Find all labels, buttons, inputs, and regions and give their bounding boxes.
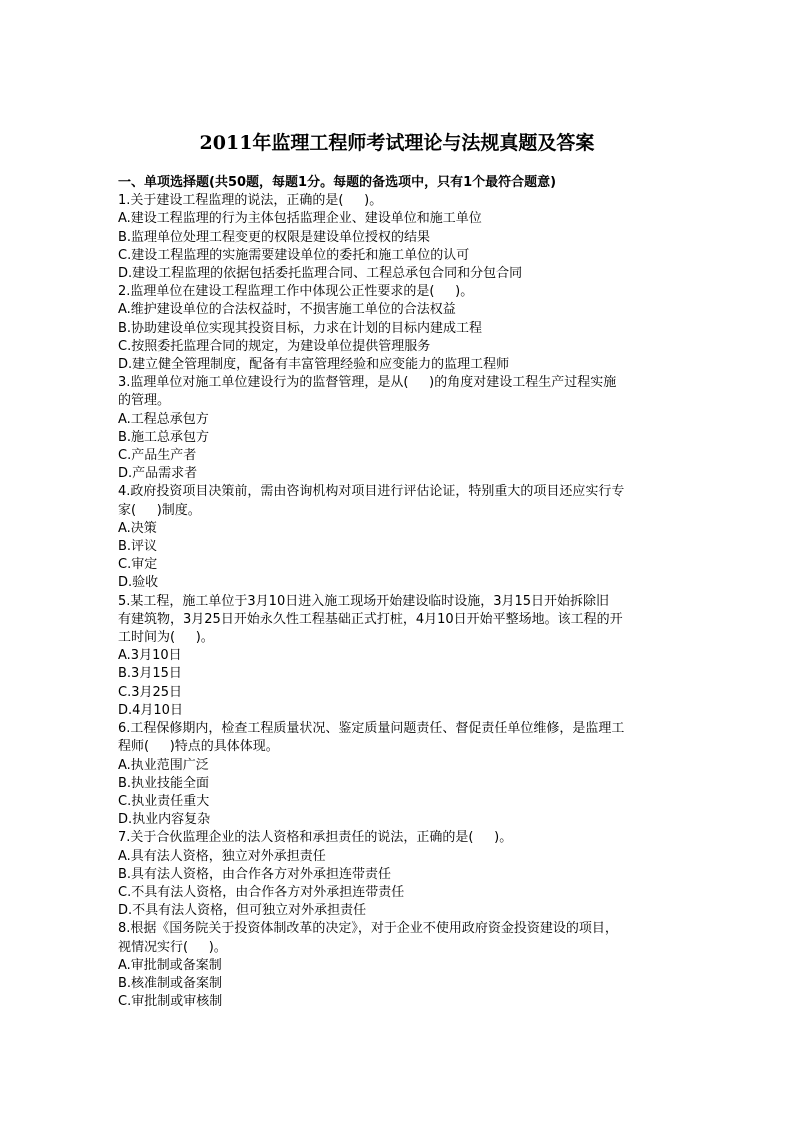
answer-option: A.3月10日 <box>118 648 182 664</box>
answer-option: A.具有法人资格，独立对外承担责任 <box>118 848 326 864</box>
question-stem-line: 3.监理单位对施工单位建设行为的监督管理，是从( )的角度对建设工程生产过程实施 <box>118 375 617 391</box>
document-title: 2011年监理工程师考试理论与法规真题及答案 <box>199 132 595 154</box>
answer-option: B.核准制或备案制 <box>118 975 223 991</box>
question-6 <box>118 720 678 829</box>
answer-option: A.建设工程监理的行为主体包括监理企业、建设单位和施工单位 <box>118 211 482 227</box>
answer-option: C.产品生产者 <box>118 448 197 464</box>
answer-option: B.协助建设单位实现其投资目标，力求在计划的目标内建成工程 <box>118 320 483 336</box>
answer-option: B.监理单位处理工程变更的权限是建设单位授权的结果 <box>118 229 431 245</box>
question-stem-line: 6.工程保修期内，检查工程质量状况、鉴定质量问题责任、督促责任单位维修，是监理工 <box>118 721 625 737</box>
question-5 <box>118 593 678 720</box>
question-stem-line: 有建筑物，3月25日开始永久性工程基础正式打桩，4月10日开始平整场地。该工程的开 <box>118 611 623 627</box>
question-stem-line: 2.监理单位在建设工程监理工作中体现公正性要求的是( )。 <box>118 284 474 300</box>
answer-option: C.3月25日 <box>118 684 183 700</box>
answer-option: A.工程总承包方 <box>118 411 209 427</box>
question-1 <box>118 192 678 283</box>
answer-option: D.4月10日 <box>118 702 183 718</box>
question-stem-line: 的管理。 <box>118 393 171 409</box>
answer-option: D.不具有法人资格，但可独立对外承担责任 <box>118 903 367 919</box>
answer-option: C.按照委托监理合同的规定，为建设单位提供管理服务 <box>118 338 431 354</box>
question-stem-line: 8.根据《国务院关于投资体制改革的决定》，对于企业不使用政府资金投资建设的项目， <box>118 921 618 937</box>
question-stem-line: 工时间为( )。 <box>118 630 214 646</box>
answer-option: B.具有法人资格，由合作各方对外承担连带责任 <box>118 866 392 882</box>
answer-option: B.执业技能全面 <box>118 775 210 791</box>
answer-option: C.不具有法人资格，由合作各方对外承担连带责任 <box>118 884 405 900</box>
question-list <box>118 192 678 1011</box>
answer-option: C.审批制或审核制 <box>118 994 223 1010</box>
question-stem-line: 4.政府投资项目决策前，需由咨询机构对项目进行评估论证，特别重大的项目还应实行专 <box>118 484 625 500</box>
answer-option: C.执业责任重大 <box>118 793 210 809</box>
question-3 <box>118 374 678 483</box>
document-body <box>118 174 678 1011</box>
answer-option: B.3月15日 <box>118 666 182 682</box>
answer-option: C.建设工程监理的实施需要建设单位的委托和施工单位的认可 <box>118 247 470 263</box>
answer-option: C.审定 <box>118 557 158 573</box>
question-stem-line: 程师( )特点的具体体现。 <box>118 739 279 755</box>
question-7 <box>118 829 678 920</box>
answer-option: B.施工总承包方 <box>118 429 210 445</box>
section-heading: 一、单项选择题(共50题，每题1分。每题的备选项中，只有1个最符合题意) <box>118 175 557 190</box>
question-stem-line: 5.某工程，施工单位于3月10日进入施工现场开始建设临时设施，3月15日开始拆除旧 <box>118 593 610 609</box>
answer-option: D.建立健全管理制度，配备有丰富管理经验和应变能力的监理工程师 <box>118 357 510 373</box>
question-stem-line: 家( )制度。 <box>118 502 201 518</box>
answer-option: D.验收 <box>118 575 159 591</box>
answer-option: A.维护建设单位的合法权益时，不损害施工单位的合法权益 <box>118 302 456 318</box>
question-stem-line: 7.关于合伙监理企业的法人资格和承担责任的说法，正确的是( )。 <box>118 830 513 846</box>
answer-option: A.审批制或备案制 <box>118 957 222 973</box>
question-4 <box>118 483 678 592</box>
answer-option: D.建设工程监理的依据包括委托监理合同、工程总承包合同和分包合同 <box>118 266 523 282</box>
question-stem-line: 视情况实行( )。 <box>118 939 227 955</box>
answer-option: D.执业内容复杂 <box>118 812 211 828</box>
question-2 <box>118 283 678 374</box>
answer-option: A.决策 <box>118 520 157 536</box>
question-stem-line: 1.关于建设工程监理的说法，正确的是( )。 <box>118 193 383 209</box>
answer-option: A.执业范围广泛 <box>118 757 209 773</box>
answer-option: B.评议 <box>118 539 158 555</box>
answer-option: D.产品需求者 <box>118 466 198 482</box>
question-8 <box>118 920 678 1011</box>
